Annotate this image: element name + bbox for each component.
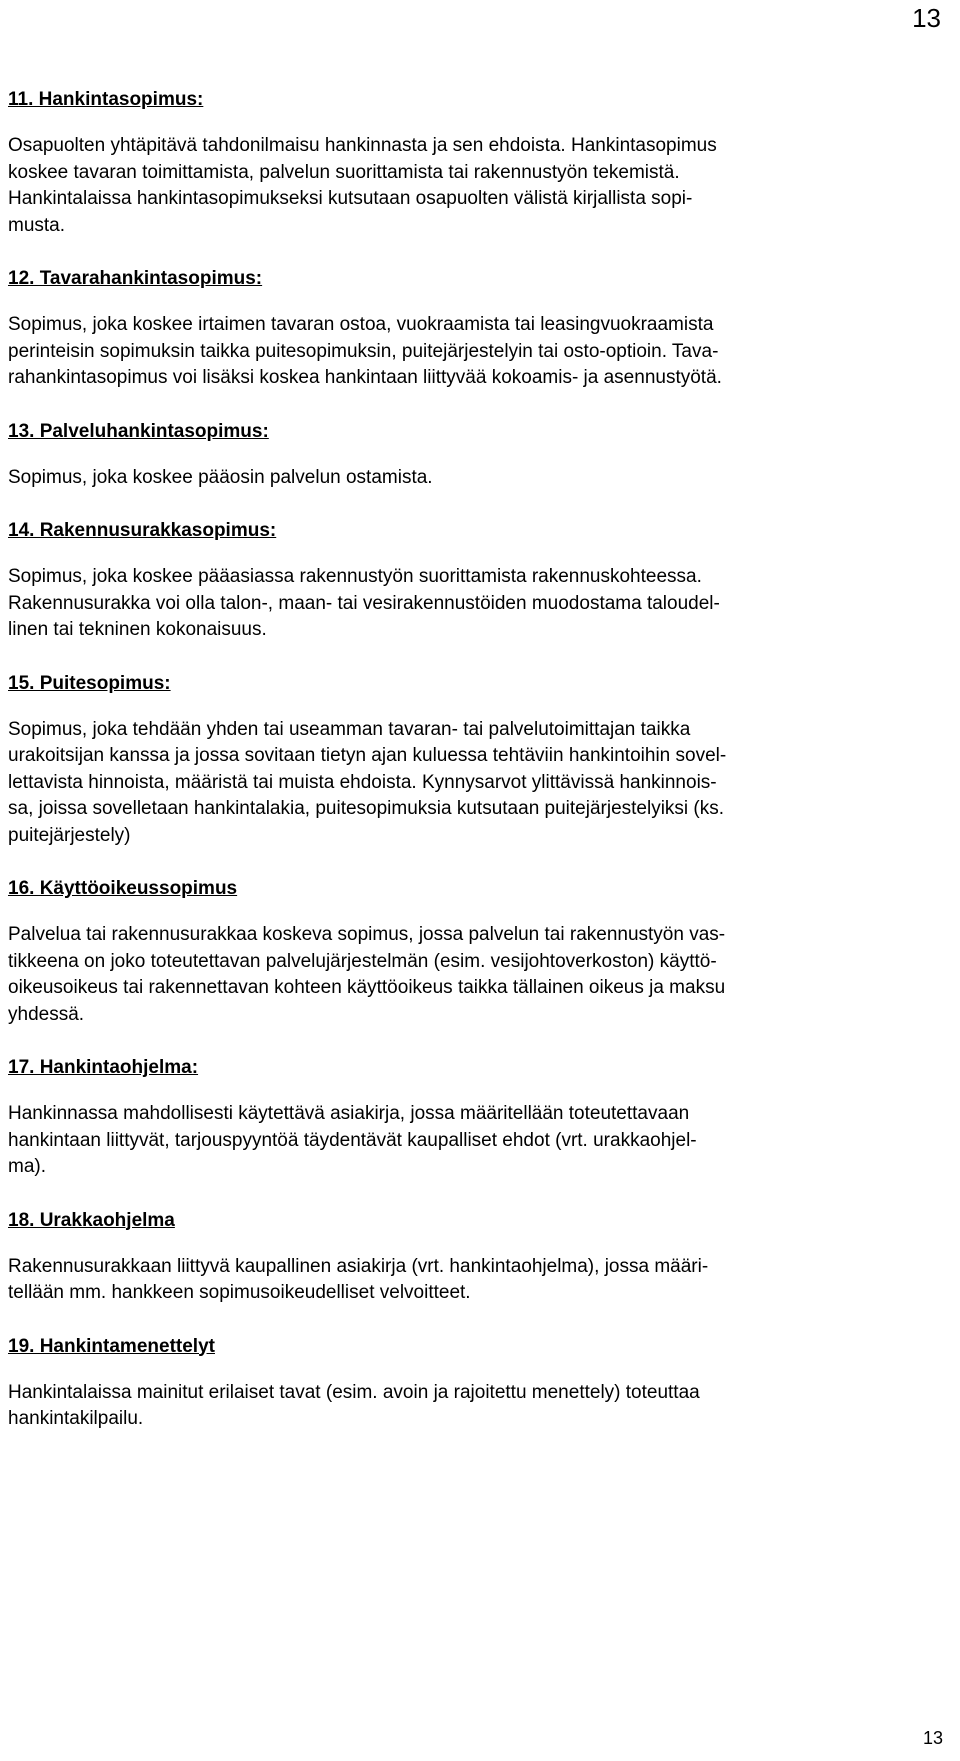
section-16 (8, 876, 948, 1028)
section-heading: 17. Hankintaohjelma: (8, 1057, 199, 1078)
section-heading: 16. Käyttöoikeussopimus (8, 878, 238, 899)
section-18 (8, 1208, 948, 1307)
section-heading: 14. Rakennusurakkasopimus: (8, 520, 277, 541)
section-text: Hankinnassa mahdollisesti käytettävä asiakirja, jossa määritellään toteutettavaan hankintaan liittyvät, tarjouspyyntöä täydentävät kaupalliset ehdot (vrt. urakkaohjel- ma). (8, 1103, 697, 1177)
section-text: Hankintalaissa mainitut erilaiset tavat (esim. avoin ja rajoitettu menettely) toteuttaa hankintakilpailu. (8, 1381, 700, 1429)
section-17 (8, 1055, 948, 1181)
section-text: Rakennusurakkaan liittyvä kaupallinen asiakirja (vrt. hankintaohjelma), jossa määri- tellään mm. hankkeen sopimusoikeudelliset velvoitteet. (8, 1255, 709, 1303)
section-heading: 18. Urakkaohjelma (8, 1209, 175, 1231)
section-text: Sopimus, joka tehdään yhden tai useamman tavaran- tai palvelutoimittajan taikka urakoitsijan kanssa ja jossa sovitaan tietyn ajan kuluessa tehtäviin hankintoihin sovel- lettavista hinnoista, määristä tai muista ehdoista. Kynnysarvot ylittävissä hankinnois- sa, joissa sovelletaan hankintalakia, puitesopimuksia kutsutaan puitejärjestelyiksi (ks. puitejärjestely) (8, 718, 727, 846)
section-text: Sopimus, joka koskee pääasiassa rakennustyön suorittamista rakennuskohteessa. Rakennusurakka voi olla talon-, maan- tai vesirakennustöiden muodostama taloudel- linen tai tekninen kokonaisuus. (8, 566, 720, 640)
document-body (8, 87, 948, 1460)
section-heading: 13. Palveluhankintasopimus: (8, 420, 269, 442)
section-text: Sopimus, joka koskee irtaimen tavaran ostoa, vuokraamista tai leasingvuokraamista perinteisin sopimuksin taikka puitesopimuksin, puitejärjestelyin tai osto-optioin. Tava- rahankintasopimus voi lisäksi koskea hankintaan liittyvää kokoamis- ja asennustyötä. (8, 314, 722, 388)
page-number-top: 13 (912, 3, 941, 33)
section-11 (8, 87, 948, 239)
section-14 (8, 518, 948, 644)
section-15 (8, 671, 948, 850)
section-text: Sopimus, joka koskee pääosin palvelun ostamista. (8, 466, 433, 488)
section-heading: 19. Hankintamenettelyt (8, 1335, 215, 1357)
page-number-bottom: 13 (922, 1728, 943, 1748)
section-19 (8, 1334, 948, 1433)
section-12 (8, 266, 948, 392)
section-13 (8, 419, 948, 492)
section-text: Palvelua tai rakennusurakkaa koskeva sopimus, jossa palvelun tai rakennustyön vas- tikkeena on joko toteutettavan palvelujärjestelmän (esim. vesijohtoverkoston) käyttö- oikeusoikeus tai rakennettavan kohteen käyttöoikeus taikka tällainen oikeus ja maksu yhdessä. (8, 924, 726, 1025)
section-heading: 15. Puitesopimus: (8, 672, 171, 694)
section-heading: 12. Tavarahankintasopimus: (8, 268, 263, 289)
section-text: Osapuolten yhtäpitävä tahdonilmaisu hankinnasta ja sen ehdoista. Hankintasopimus koskee tavaran toimittamista, palvelun suorittamista tai rakennustyön tekemistä. Hankintalaissa hankintasopimukseksi kutsutaan osapuolten välistä kirjallista sopi- musta. (8, 135, 717, 236)
section-heading: 11. Hankintasopimus: (8, 89, 204, 110)
